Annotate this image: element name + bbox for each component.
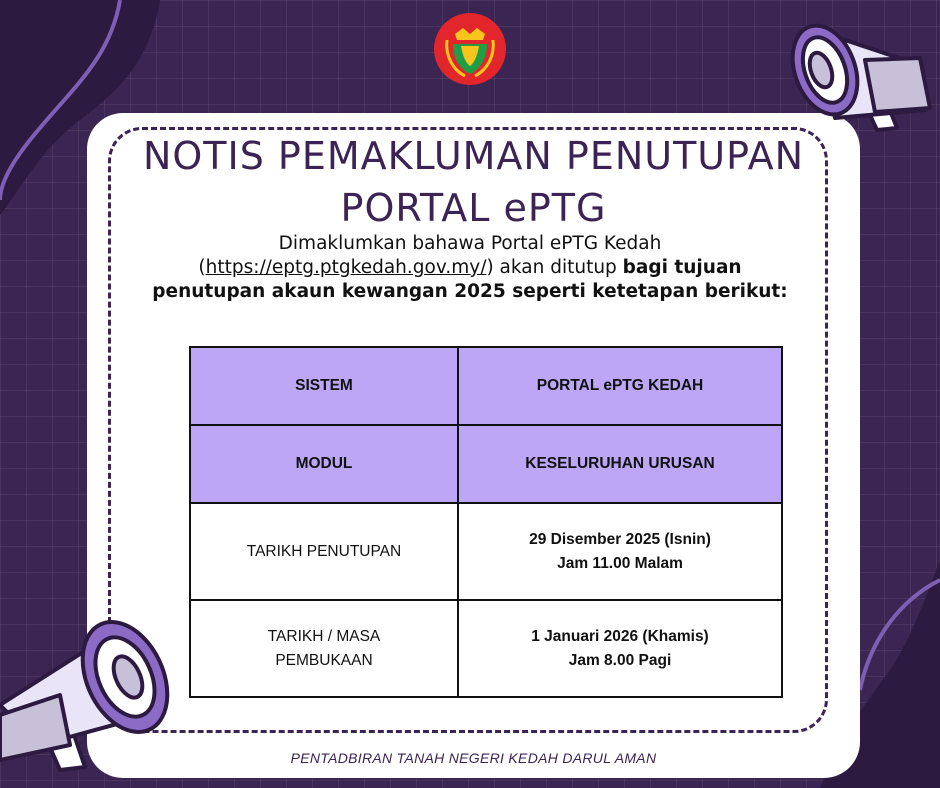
table-row — [190, 347, 782, 425]
row-label-tarikh-penutupan: TARIKH PENUTUPAN — [190, 503, 458, 600]
row-value-tarikh-pembukaan — [458, 600, 782, 697]
opening-date: 1 Januari 2026 (Khamis) — [531, 627, 709, 645]
intro-after-link: ) akan ditutup — [486, 257, 623, 278]
table-row — [190, 503, 782, 600]
intro-line2 — [110, 256, 830, 280]
opening-label-line2: PEMBUKAAN — [275, 651, 373, 669]
intro-bold-1: bagi tujuan — [622, 257, 742, 278]
closing-time: Jam 11.00 Malam — [557, 554, 683, 572]
row-label-modul: MODUL — [190, 425, 458, 503]
opening-time: Jam 8.00 Pagi — [568, 651, 672, 669]
intro-line1: Dimaklumkan bahawa Portal ePTG Kedah — [278, 233, 662, 254]
intro-line3: penutupan akaun kewangan 2025 seperti ketetapan berikut: — [152, 281, 788, 302]
portal-link[interactable]: https://eptg.ptgkedah.gov.my/ — [205, 257, 487, 278]
table-row — [190, 425, 782, 503]
closing-date: 29 Disember 2025 (Isnin) — [529, 530, 711, 548]
closure-info-table — [189, 346, 783, 698]
intro-paragraph — [110, 232, 830, 304]
row-label-sistem: SISTEM — [190, 347, 458, 425]
notice-title-line2: PORTAL ePTG — [340, 186, 607, 230]
notice-title-line1: NOTIS PEMAKLUMAN PENUTUPAN — [142, 134, 805, 178]
kedah-state-emblem — [433, 12, 507, 86]
row-value-modul: KESELURUHAN URUSAN — [458, 425, 782, 503]
opening-label-line1: TARIKH / MASA — [267, 627, 381, 645]
intro-open-paren: ( — [198, 257, 206, 278]
footer-organization: PENTADBIRAN TANAH NEGERI KEDAH DARUL AMAN — [290, 750, 657, 766]
row-value-sistem: PORTAL ePTG KEDAH — [458, 347, 782, 425]
megaphone-icon — [785, 0, 940, 150]
table-row — [190, 600, 782, 697]
row-value-tarikh-penutupan — [458, 503, 782, 600]
row-label-tarikh-pembukaan — [190, 600, 458, 697]
